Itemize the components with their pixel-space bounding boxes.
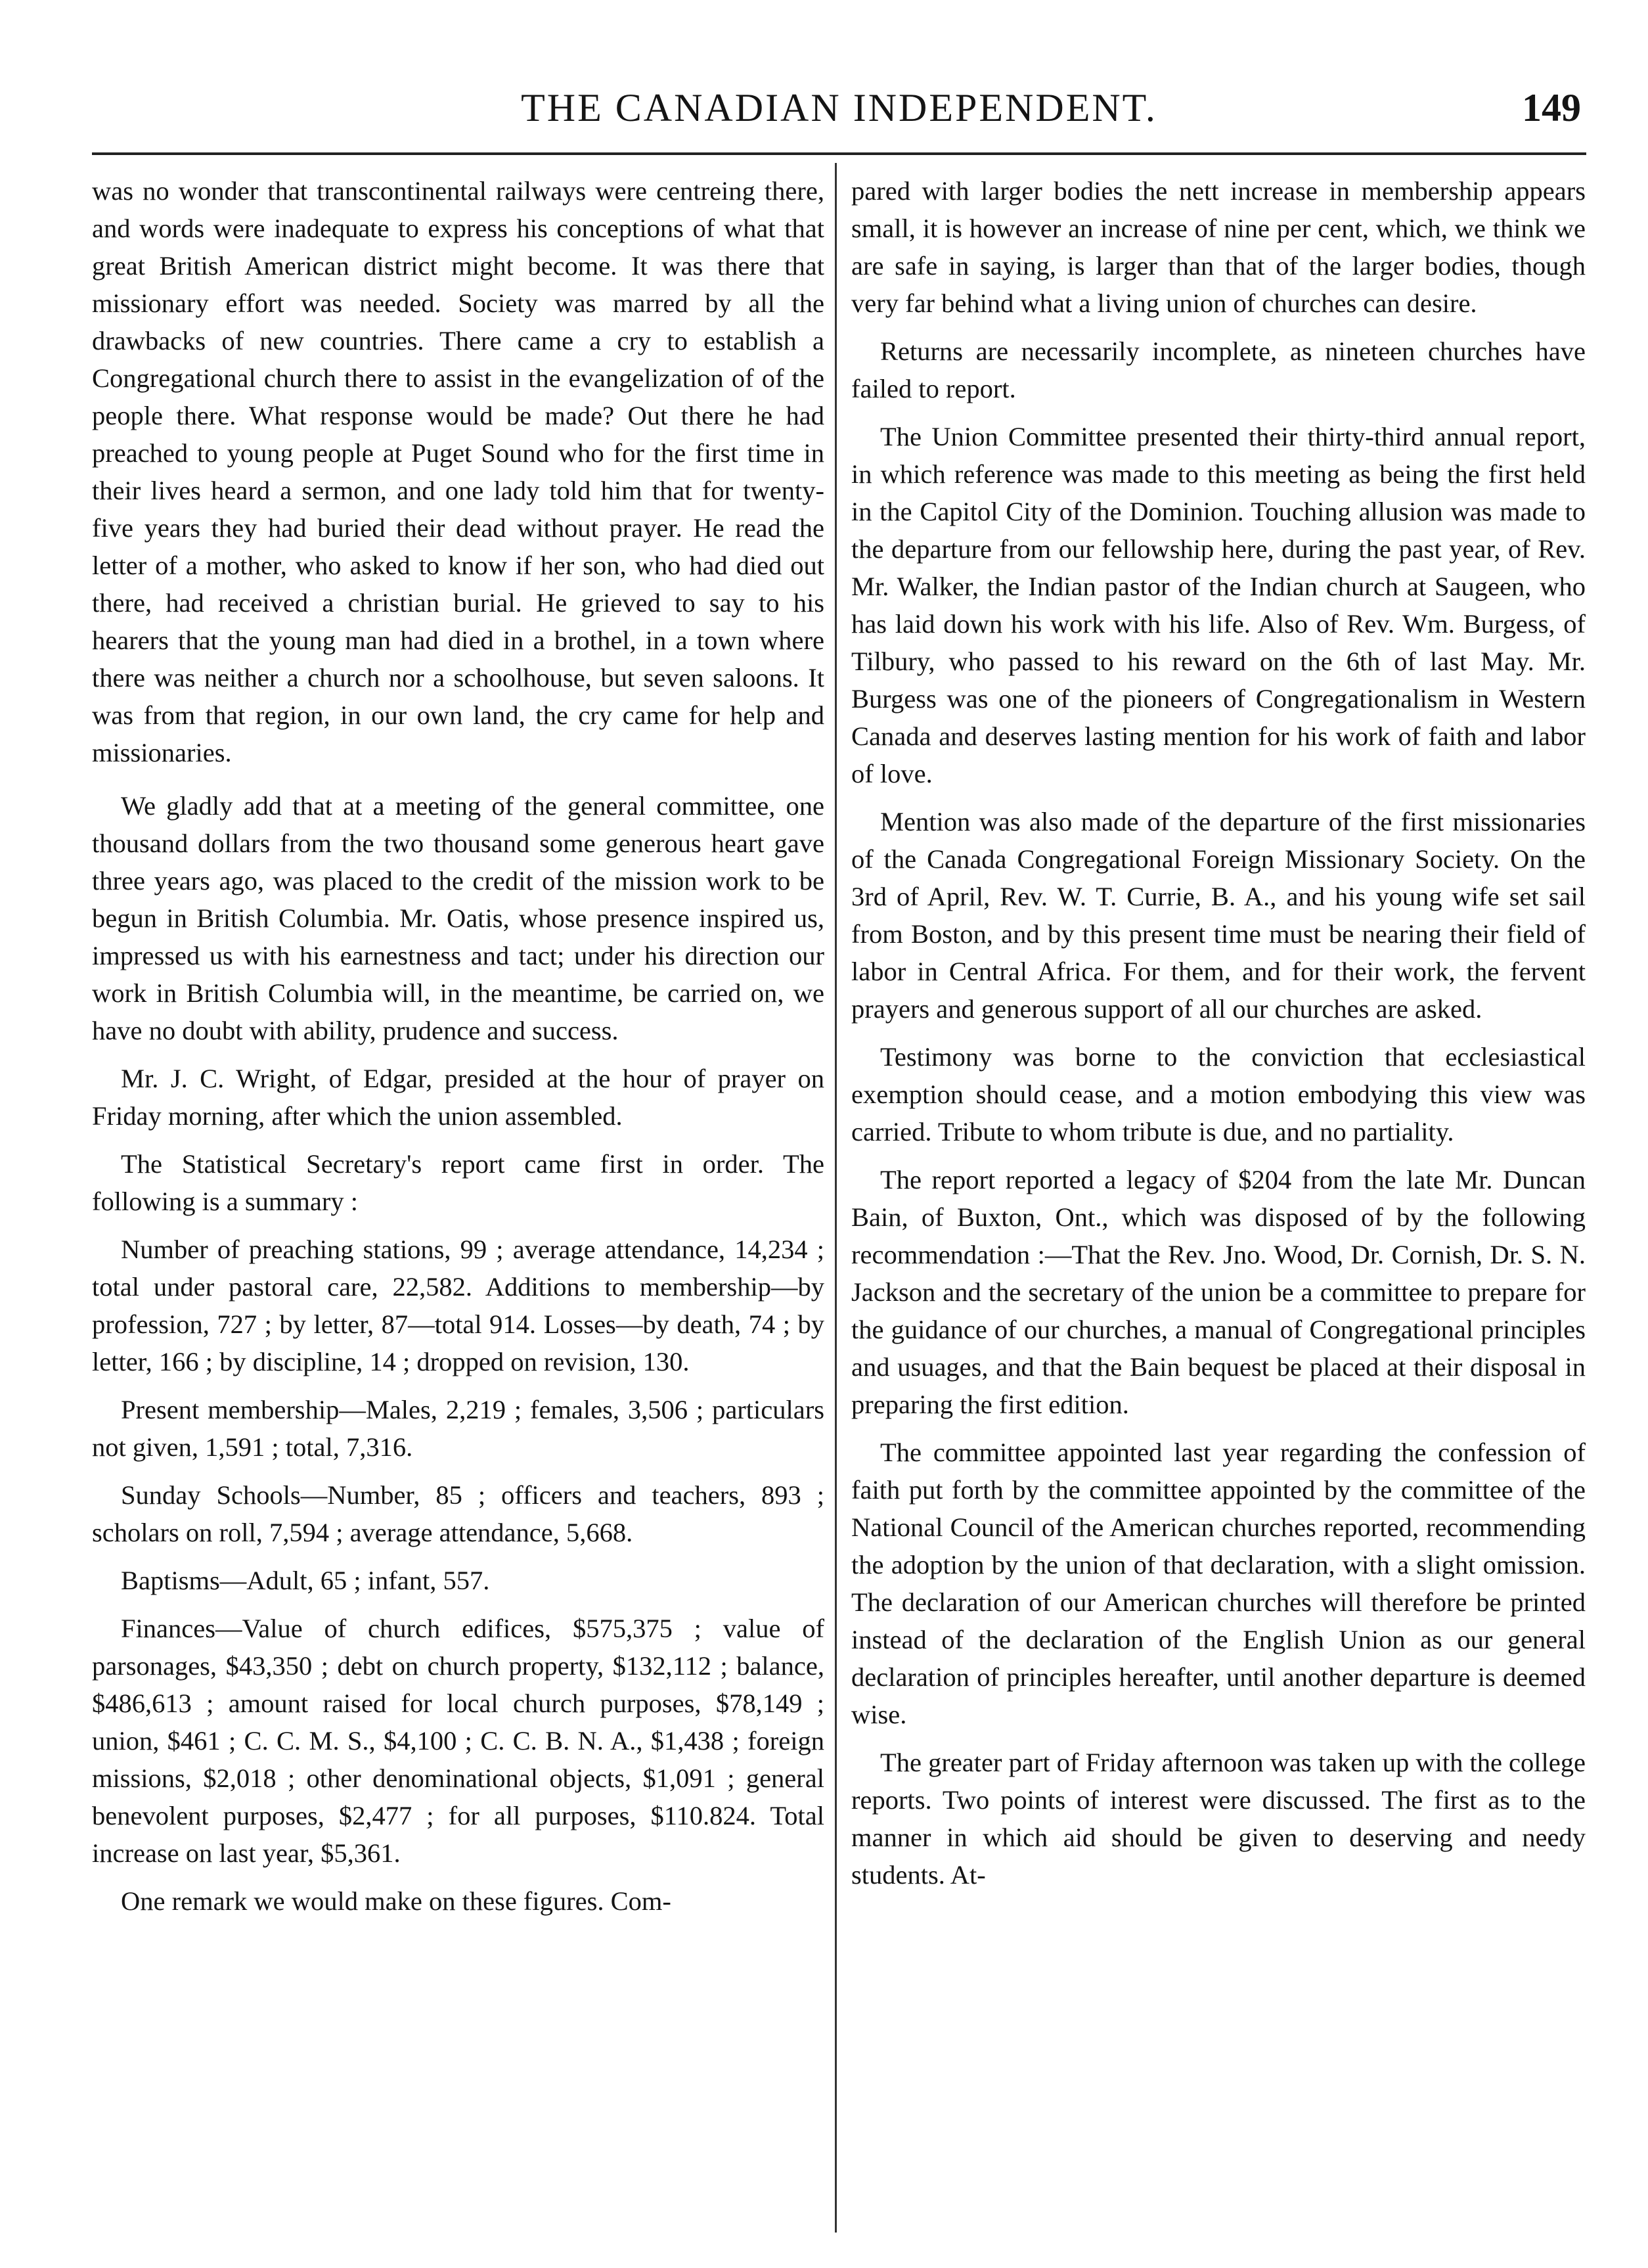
paragraph: Mention was also made of the departure of the first missionaries of the Canada Congregational Foreign Missionary Society. On the 3rd of April, Rev. W. T. Currie, B. A., and his young wife set sail from Boston, and by this present time must be nearing their field of labor in Central Africa. For them, and for their work, the fervent prayers and generous support of all our churches are asked. bbox=[851, 807, 1586, 1024]
left-column bbox=[92, 172, 824, 1930]
paragraph: pared with larger bodies the nett increase in membership appears small, it is however an increase of nine per cent, which, we think we are safe in saying, is larger than that of the larger bodies, though very far behind what a living union of churches can desire. bbox=[851, 176, 1586, 318]
paragraph: was no wonder that transcontinental railways were centreing there, and words were inadequate to express his conceptions of what that great British American district might become. It was there that missionary effort was needed. Society was marred by all the drawbacks of new countries. There came a cry to establish a Congregational church there to assist in the evangelization of of the people there. What response would be made? Out there he had preached to young people at Puget Sound who for the first time in their lives heard a sermon, and one lady told him that for twenty-five years they had buried their dead without prayer. He read the letter of a mother, who asked to know if her son, who had died out there, had received a christian burial. He grieved to say to his hearers that the young man had died in a brothel, in a town where there was neither a church nor a schoolhouse, but seven saloons. It was from that region, in our own land, the cry came for help and missionaries. bbox=[92, 176, 824, 767]
paragraph: Sunday Schools—Number, 85 ; officers and teachers, 893 ; scholars on roll, 7,594 ; average attendance, 5,668. bbox=[92, 1480, 824, 1547]
paragraph: The committee appointed last year regarding the confession of faith put forth by the committee appointed by the committee of the National Council of the American churches reported, recommending the adoption by the union of that declaration, with a slight omission. The declaration of our American churches will therefore be printed instead of the declaration of the English Union as our general declaration of principles hereafter, until another departure is deemed wise. bbox=[851, 1438, 1586, 1729]
paragraph: The report reported a legacy of $204 from the late Mr. Duncan Bain, of Buxton, Ont., which was disposed of by the following recommendation :—That the Rev. Jno. Wood, Dr. Cornish, Dr. S. N. Jackson and the secretary of the union be a committee to prepare for the guidance of our churches, a manual of Congregational principles and usuages, and that the Bain bequest be placed at their disposal in preparing the first edition. bbox=[851, 1165, 1586, 1419]
paragraph: Finances—Value of church edifices, $575,375 ; value of parsonages, $43,350 ; debt on church property, $132,112 ; balance, $486,613 ; amount raised for local church purposes, $78,149 ; union, $461 ; C. C. M. S., $4,100 ; C. C. B. N. A., $1,438 ; foreign missions, $2,018 ; other denominational objects, $1,091 ; general benevolent purposes, $2,477 ; for all purposes, $110.824. Total increase on last year, $5,361. bbox=[92, 1614, 824, 1868]
running-head: THE CANADIAN INDEPENDENT. bbox=[521, 86, 1157, 129]
page-header bbox=[92, 78, 1586, 143]
paragraph: Baptisms—Adult, 65 ; infant, 557. bbox=[121, 1566, 490, 1595]
paragraph: We gladly add that at a meeting of the general committee, one thousand dollars from the two thousand some generous heart gave three years ago, was placed to the credit of the mission work to be begun in British Columbia. Mr. Oatis, whose presence inspired us, impressed us with his earnestness and tact; under his direction our work in British Columbia will, in the meantime, be carried on, we have no doubt with ability, prudence and success. bbox=[92, 791, 824, 1045]
page-number: 149 bbox=[1522, 86, 1581, 129]
header-rule bbox=[92, 152, 1586, 155]
paragraph: Present membership—Males, 2,219 ; females, 3,506 ; particulars not given, 1,591 ; total, 7,316. bbox=[92, 1395, 824, 1462]
paragraph: The greater part of Friday afternoon was taken up with the college reports. Two points of interest were discussed. The first as to the manner in which aid should be given to deserving and needy students. At- bbox=[851, 1748, 1586, 1890]
paragraph: The Union Committee presented their thirty-third annual report, in which reference was made to this meeting as being the first held in the Capitol City of the Dominion. Touching allusion was made to the departure from our fellowship here, during the past year, of Rev. Mr. Walker, the Indian pastor of the Indian church at Saugeen, who has laid down his work with his life. Also of Rev. Wm. Burgess, of Tilbury, who passed to his reward on the 6th of last May. Mr. Burgess was one of the pioneers of Congregationalism in Western Canada and deserves lasting mention for his work of faith and labor of love. bbox=[851, 422, 1586, 788]
right-column bbox=[851, 172, 1586, 1904]
paragraph: One remark we would make on these figures. Com- bbox=[121, 1886, 671, 1916]
paragraph: Mr. J. C. Wright, of Edgar, presided at the hour of prayer on Friday morning, after which the union assembled. bbox=[92, 1064, 824, 1131]
paragraph: Returns are necessarily incomplete, as nineteen churches have failed to report. bbox=[851, 336, 1586, 403]
paragraph: The Statistical Secretary's report came first in order. The following is a summary : bbox=[92, 1149, 824, 1216]
paragraph: Number of preaching stations, 99 ; average attendance, 14,234 ; total under pastoral care, 22,582. Additions to membership—by profession, 727 ; by letter, 87—total 914. Losses—by death, 74 ; by letter, 166 ; by discipline, 14 ; dropped on revision, 130. bbox=[92, 1235, 824, 1376]
column-divider bbox=[835, 163, 837, 2233]
paragraph: Testimony was borne to the conviction that ecclesiastical exemption should cease, and a motion embodying this view was carried. Tribute to whom tribute is due, and no partiality. bbox=[851, 1042, 1586, 1146]
